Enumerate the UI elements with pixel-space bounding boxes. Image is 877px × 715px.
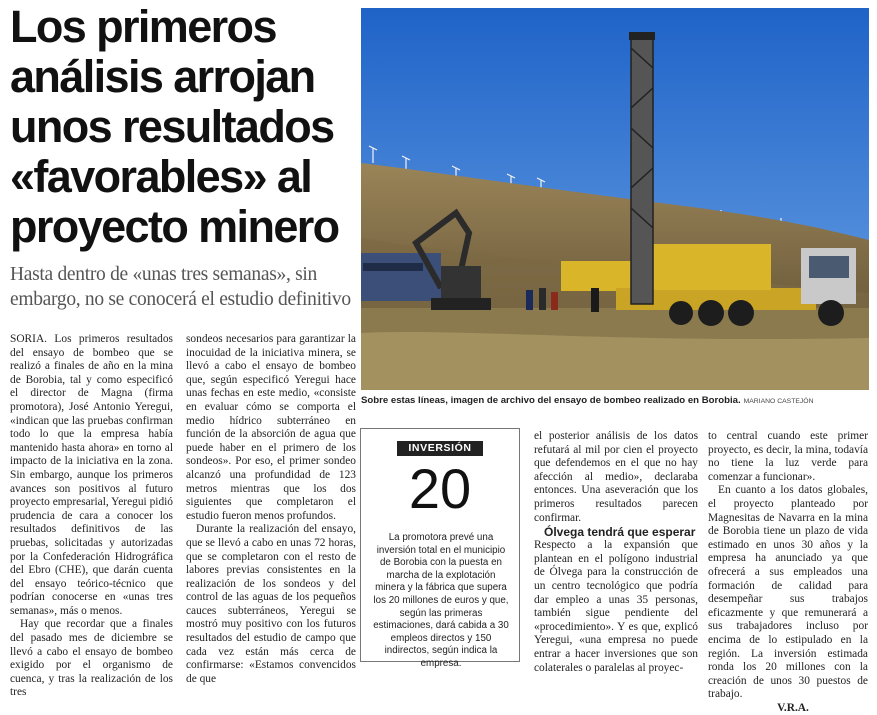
article-column-1: [10, 333, 173, 700]
paragraph: to central cuando este primer proyecto, es decir, la mina, todavía no tiene la luz verde para comenzar a funcionar».: [708, 430, 868, 483]
section-subhead: Ólvega tendrá que esperar: [544, 525, 696, 540]
paragraph: sondeos necesarios para garantizar la inocuidad de la iniciativa minera, se llevó a cabo el ensayo de bombeo que, según especificó Yeregui hace unas fechas en este medio, «consiste en evaluar cómo se comporta el medio hídrico subterráneo en función de la absorción de agua que puede haber en el primero de los sondeos». Por eso, el primer sondeo alcanzó una profundidad de 123 metros mientras que los dos siguientes que completaron el estudio fueron menos profundos.: [186, 333, 356, 522]
article-column-3: [534, 430, 698, 675]
drilling-rig-photo: [361, 8, 869, 390]
paragraph: Respecto a la expansión que plantean en el polígono industrial de Ólvega para la construcción de un centro tecnológico que podría dar empleo a unas 35 personas, también sigue pendiente del «procedimiento». Y es que, explicó Yeregui, «una empresa no puede entrar a hacer inversiones que son colaterales o paralelas al proyec-: [534, 539, 698, 674]
deck-subtitle: Hasta dentro de «unas tres semanas», sin embargo, no se conocerá el estudio definitivo: [10, 264, 351, 310]
author-signature: V.R.A.: [777, 701, 809, 714]
infobox-number: 20: [408, 457, 472, 520]
investment-infobox: [360, 428, 520, 669]
photo-credit: MARIANO CASTEJÓN: [743, 398, 814, 405]
infobox-label: INVERSIÓN: [397, 441, 483, 456]
article-column-4: [708, 430, 868, 715]
photo-caption: [361, 395, 869, 406]
paragraph: [10, 333, 173, 618]
paragraph: Hay que recordar que a finales del pasado mes de diciembre se llevó a cabo el ensayo de bombeo exigido por el organismo de cuenca, y tras la realización de los tres: [10, 618, 173, 699]
article-column-2: [186, 333, 356, 686]
paragraph-text: Los primeros resultados del ensayo de bombeo que se realizó a finales de año en la mina de Borobia, tal y como especificó el director de Magna (firma promotora), José Antonio Yeregui, «indican que las pruebas confirman todo lo que la empresa había mantenido hasta ahora» en torno al impacto de la iniciativa en la zona. Sin embargo, aunque los primeros avances son positivos al futuro proyecto empresarial, Yeregui pidió prudencia de cara a conocer los resultados definitivos de las pruebas, solicitadas y autorizadas por la Confederación Hidrográfica del Ebro (CHE), que darán cuenta del ensayo teórico-técnico que podrían conocerse en «unas tres semanas», más o menos.: [10, 333, 173, 617]
headline: Los primeros análisis arrojan unos resultados «favorables» al proyecto minero: [10, 1, 339, 252]
paragraph: Durante la realización del ensayo, que se llevó a cabo en unas 72 horas, que se completaron con el resto de labores previas consistentes en la realización de los sondeos y del control de las aguas de los pequeños cauces subterráneos, Yeregui se mostró muy positivo con los futuros resultados del estudio de campo que cada vez están más cerca de confirmarse: «Estamos convencidos de que: [186, 523, 356, 685]
dateline: SORIA.: [10, 333, 48, 345]
photo-illustration: [361, 8, 869, 390]
paragraph: el posterior análisis de los datos refutará al mil por cien el proyecto que defendemos en el que no hay afección al medio», declaraba entonces. Una aseveración que los primeros resultados parecen confirmar.: [534, 430, 698, 524]
paragraph: En cuanto a los datos globales, el proyecto planteado por Magnesitas de Navarra en la mina de Borobia tiene un plazo de vida estimado en unos 30 años y la empresa ha anunciado ya que ofrecerá a sus empleados una formación de calidad para desempeñar sus trabajos eficazmente y que remunerará a sus trabajadores incluso por encima de lo estipulado en la región. La inversión estimada ronda los 20 millones con la creación de unos 30 puestos de trabajo.: [708, 484, 868, 701]
caption-text: Sobre estas líneas, imagen de archivo del ensayo de bombeo realizado en Borobia.: [361, 395, 741, 406]
infobox-text: La promotora prevé una inversión total en el municipio de Borobia con la puesta en marcha de la explotación minera y la fábrica que supera los 20 millones de euros y que, según las primeras estimaciones, dará cabida a 30 empleos directos y 150 indirectos, según indica la empresa.: [373, 532, 509, 669]
